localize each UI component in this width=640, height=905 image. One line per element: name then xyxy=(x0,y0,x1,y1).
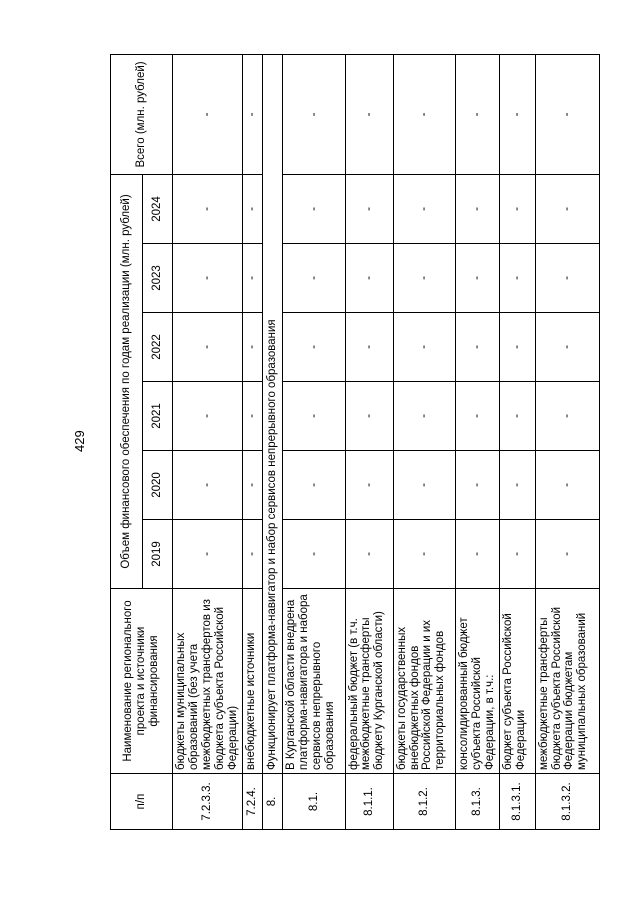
table-row xyxy=(243,54,263,829)
row-total: - xyxy=(455,54,499,174)
row-total: - xyxy=(173,54,243,174)
header-year: 2019 xyxy=(143,520,173,589)
row-total: - xyxy=(283,54,345,174)
row-value: - xyxy=(499,382,535,451)
row-value: - xyxy=(243,520,263,589)
row-value: - xyxy=(535,313,599,382)
header-group: Объем финансового обеспечения по годам реализации (млн. рублей) xyxy=(111,174,143,588)
row-value: - xyxy=(455,382,499,451)
row-num: 7.2.4. xyxy=(243,774,263,830)
header-year: 2024 xyxy=(143,174,173,243)
row-value: - xyxy=(535,174,599,243)
row-value: - xyxy=(499,520,535,589)
row-value: - xyxy=(345,382,393,451)
row-value: - xyxy=(283,244,345,313)
row-value: - xyxy=(243,382,263,451)
row-num: 8.1.1. xyxy=(345,774,393,830)
row-value: - xyxy=(283,520,345,589)
row-value: - xyxy=(393,520,455,589)
row-value: - xyxy=(243,451,263,520)
row-value: - xyxy=(173,451,243,520)
table-row xyxy=(173,54,243,829)
row-value: - xyxy=(535,244,599,313)
row-num: 8. xyxy=(263,774,283,830)
row-name: бюджеты муниципальных образований (без учета межбюджетных трансфертов из бюджета субъекта Российской Федерации) xyxy=(173,589,243,774)
row-value: - xyxy=(173,382,243,451)
table-row xyxy=(455,54,499,829)
row-total: - xyxy=(345,54,393,174)
row-value: - xyxy=(345,313,393,382)
row-value: - xyxy=(393,313,455,382)
table-row-section xyxy=(263,54,283,829)
row-value: - xyxy=(173,520,243,589)
row-value: - xyxy=(243,174,263,243)
row-value: - xyxy=(173,313,243,382)
row-value: - xyxy=(393,382,455,451)
row-value: - xyxy=(393,174,455,243)
row-value: - xyxy=(173,244,243,313)
row-num: 7.2.3.3. xyxy=(173,774,243,830)
row-value: - xyxy=(535,382,599,451)
header-year: 2020 xyxy=(143,451,173,520)
row-total: - xyxy=(499,54,535,174)
row-value: - xyxy=(455,174,499,243)
row-num: 8.1.3.1. xyxy=(499,774,535,830)
row-value: - xyxy=(173,174,243,243)
row-value: - xyxy=(345,174,393,243)
row-value: - xyxy=(499,313,535,382)
row-value: - xyxy=(499,451,535,520)
row-value: - xyxy=(455,313,499,382)
row-value: - xyxy=(345,451,393,520)
row-value: - xyxy=(345,520,393,589)
row-value: - xyxy=(393,244,455,313)
row-value: - xyxy=(455,451,499,520)
rotated-table-wrapper xyxy=(110,55,600,830)
row-name: бюджеты государственных внебюджетных фондов Российской Федерации и их территориальных фондов xyxy=(393,589,455,774)
row-name: консолидированный бюджет субъекта Российской Федерации, в т.ч.: xyxy=(455,589,499,774)
row-name: бюджет субъекта Российской Федерации xyxy=(499,589,535,774)
row-total: - xyxy=(393,54,455,174)
row-total: - xyxy=(243,54,263,174)
row-num: 8.1. xyxy=(283,774,345,830)
row-value: - xyxy=(535,520,599,589)
table-row xyxy=(283,54,345,829)
row-value: - xyxy=(455,520,499,589)
row-value: - xyxy=(283,174,345,243)
section-title: Функционирует платформа-навигатор и набор сервисов непрерывного образования xyxy=(263,54,283,773)
header-year: 2022 xyxy=(143,313,173,382)
row-value: - xyxy=(455,244,499,313)
row-num: 8.1.3. xyxy=(455,774,499,830)
row-num: 8.1.3.2. xyxy=(535,774,599,830)
row-value: - xyxy=(393,451,455,520)
row-value: - xyxy=(499,244,535,313)
table-row xyxy=(345,54,393,829)
header-year: 2021 xyxy=(143,382,173,451)
row-value: - xyxy=(283,313,345,382)
header-year: 2023 xyxy=(143,244,173,313)
table-row xyxy=(393,54,455,829)
row-value: - xyxy=(243,244,263,313)
row-total: - xyxy=(535,54,599,174)
table-row xyxy=(535,54,599,829)
row-name: федеральный бюджет (в т.ч. межбюджетные трансферты бюджету Курганской области) xyxy=(345,589,393,774)
row-value: - xyxy=(283,451,345,520)
row-value: - xyxy=(243,313,263,382)
header-name: Наименование регионального проекта и источники финансирования xyxy=(111,589,173,774)
row-num: 8.1.2. xyxy=(393,774,455,830)
row-value: - xyxy=(499,174,535,243)
row-name: внебюджетные источники xyxy=(243,589,263,774)
row-name: В Курганской области внедрена платформа-навигатора и набора сервисов непрерывного образования xyxy=(283,589,345,774)
row-value: - xyxy=(283,382,345,451)
financing-table xyxy=(110,54,600,830)
row-value: - xyxy=(535,451,599,520)
header-total: Всего (млн. рублей) xyxy=(111,54,173,174)
table-row xyxy=(499,54,535,829)
row-value: - xyxy=(345,244,393,313)
header-num: п/п xyxy=(111,774,173,830)
row-name: межбюджетные трансферты бюджета субъекта Российской Федерации бюджетам муниципальных образований xyxy=(535,589,599,774)
